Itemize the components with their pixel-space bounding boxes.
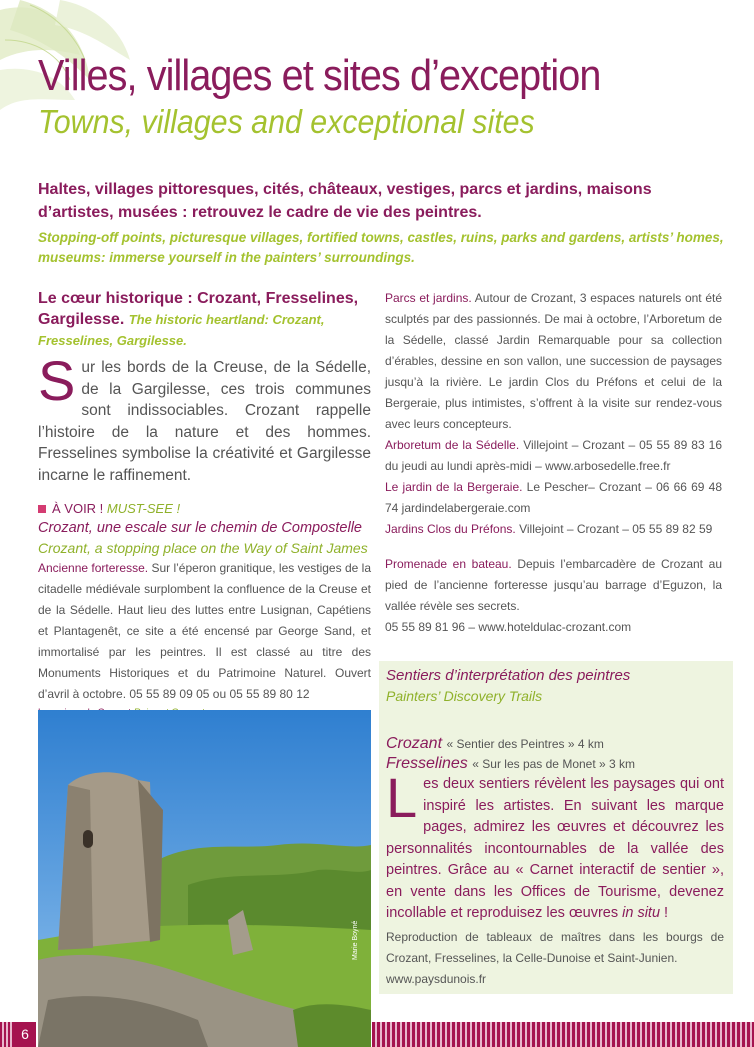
arboretum-paragraph: [385, 435, 722, 477]
fortress-label: Ancienne forteresse.: [38, 561, 149, 575]
intro-paragraph: [38, 349, 371, 486]
repro-text: Reproduction de tableaux de maîtres dans les bourgs de Crozant, Fresselines, la Celle-Dunoise et Saint-Junien.: [386, 929, 724, 965]
intro-en: Stopping-off points, picturesque villages, fortified towns, castles, ruins, parks and gardens, artists’ homes, museums: immerse yourself in the painters’ surroundings.: [38, 230, 724, 265]
parcs-text: Autour de Crozant, 3 espaces naturels ont été sculptés par des passionnés. De mai à octobre, l’Arboretum de la Sédelle, classé Jardin Remarquable pour sa collection d’érables, dessine en son vallon, une succession de paysages jusqu’à la rivière. Le jardin Clos du Préfons et celui de la Bergeraie, plus intimistes, s’offrent à la visite sur rendez-vous avec leurs concepteurs.: [385, 291, 722, 431]
bateau-label: Promenade en bateau.: [385, 557, 512, 571]
web-link[interactable]: www.paysdunois.fr: [386, 971, 487, 986]
bateau-contact: 05 55 89 81 96 – www.hoteldulac-crozant.com: [385, 620, 632, 634]
clos-paragraph: [385, 519, 722, 540]
avoir-en: MUST-SEE !: [106, 501, 181, 516]
clos-text: Villejoint – Crozant – 05 55 89 82 59: [519, 522, 713, 536]
trail-crozant-name: Crozant: [386, 735, 443, 752]
fortress-text: Sur l’éperon granitique, les vestiges de la citadelle médiévale surplombent la confluence de la Creuse et de la Sédelle. Haut lieu des luttes entre Lusignan, Capétiens et Plantagenêt, ce site a été encensé par George Sand, et immortalisé par les peintres. Il est classé au titre des Monuments Historiques et du Patrimoine Naturel. Ouvert d’avril à octobre. 05 55 89 09 05 ou 05 55 89 80 12: [38, 561, 371, 701]
bullet-square-icon: [38, 505, 46, 513]
footer-stripe-right: [372, 1022, 754, 1047]
parcs-paragraph: [385, 288, 722, 435]
page-subtitle: Towns, villages and exceptional sites: [38, 103, 535, 140]
bergeraie-label: Le jardin de la Bergeraie.: [385, 480, 523, 494]
bergeraie-text: Le Pescher– Crozant – 06 66 69 48 74 jardindelabergeraie.com: [385, 480, 722, 515]
trails-paragraph: [386, 766, 724, 925]
trail-fresselines-name: Fresselines: [386, 755, 468, 772]
bergeraie-paragraph: [385, 477, 722, 519]
section-heading: [38, 288, 371, 351]
trail-crozant: [386, 734, 724, 754]
trail-crozant-detail: « Sentier des Peintres » 4 km: [446, 737, 604, 751]
trails-body-italic: in situ: [622, 905, 661, 921]
photo-credit: Marie Boyné: [352, 920, 359, 960]
crozant-subtitle-en: Crozant, a stopping place on the Way of Saint James: [38, 540, 368, 556]
crozant-subtitle-fr: Crozant, une escale sur le chemin de Compostelle: [38, 520, 362, 536]
heading-fr: Le cœur historique : Crozant, Fresselines, Gargilesse.: [38, 290, 359, 328]
trail-fresselines: [386, 754, 724, 774]
left-column: [38, 288, 371, 718]
bateau-paragraph: [385, 554, 722, 617]
arboretum-label: Arboretum de la Sédelle.: [385, 438, 520, 452]
right-column: [385, 288, 722, 638]
clos-label: Jardins Clos du Préfons.: [385, 522, 516, 536]
trails-title-en: Painters’ Discovery Trails: [386, 688, 543, 704]
footer-stripe-left: [0, 1022, 14, 1047]
page-title: Villes, villages et sites d’exception: [38, 51, 601, 100]
trail-fresselines-detail: « Sur les pas de Monet » 3 km: [472, 757, 636, 771]
trails-body-end: !: [660, 905, 669, 921]
intro-body: ur les bords de la Creuse, de la Sédelle, de la Gargilesse, ces trois communes sont indissociables. Crozant rappelle l’histoire de la nature et des hommes. Fresselines symbolise la créativité et Gargilesse incarne le raffinement.: [38, 359, 371, 484]
dropcap: S: [38, 349, 76, 412]
bateau-text: Depuis l’embarcadère de Crozant au pied de l’ancienne forteresse jusqu’au barrage d’Eguzon, la vallée révèle ses secrets.: [385, 557, 722, 613]
trails-title-fr: Sentiers d’interprétation des peintres: [386, 667, 631, 684]
crozant-ruins-photo: [38, 710, 371, 1047]
trails-box: [379, 661, 733, 994]
heading-en: The historic heartland: Crozant, Fresselines, Gargilesse.: [38, 312, 325, 348]
parcs-label: Parcs et jardins.: [385, 291, 472, 305]
fortress-paragraph: [38, 558, 371, 705]
arboretum-text: Villejoint – Crozant – 05 55 89 83 16 du jeudi au lundi après-midi – www.arbosedelle.free.fr: [385, 438, 723, 473]
intro-fr: Haltes, villages pittoresques, cités, châteaux, vestiges, parcs et jardins, maisons d’artistes, musées : retrouvez le cadre de vie des peintres.: [38, 181, 652, 221]
trails-body: es deux sentiers révèlent les paysages qui ont inspiré les artistes. En suivant les marque pages, admirez les œuvres et découvrez les personnalités incontournables de la vallée des peintres. Grâce au « Carnet interactif de sentier », en vente dans les Offices de Tourisme, devenez incollable et reproduisez les œuvres: [386, 776, 724, 921]
must-see-label: [38, 500, 371, 518]
trails-dropcap: L: [386, 766, 418, 829]
avoir-fr: À VOIR !: [52, 501, 104, 516]
page-number: 6: [14, 1022, 36, 1047]
